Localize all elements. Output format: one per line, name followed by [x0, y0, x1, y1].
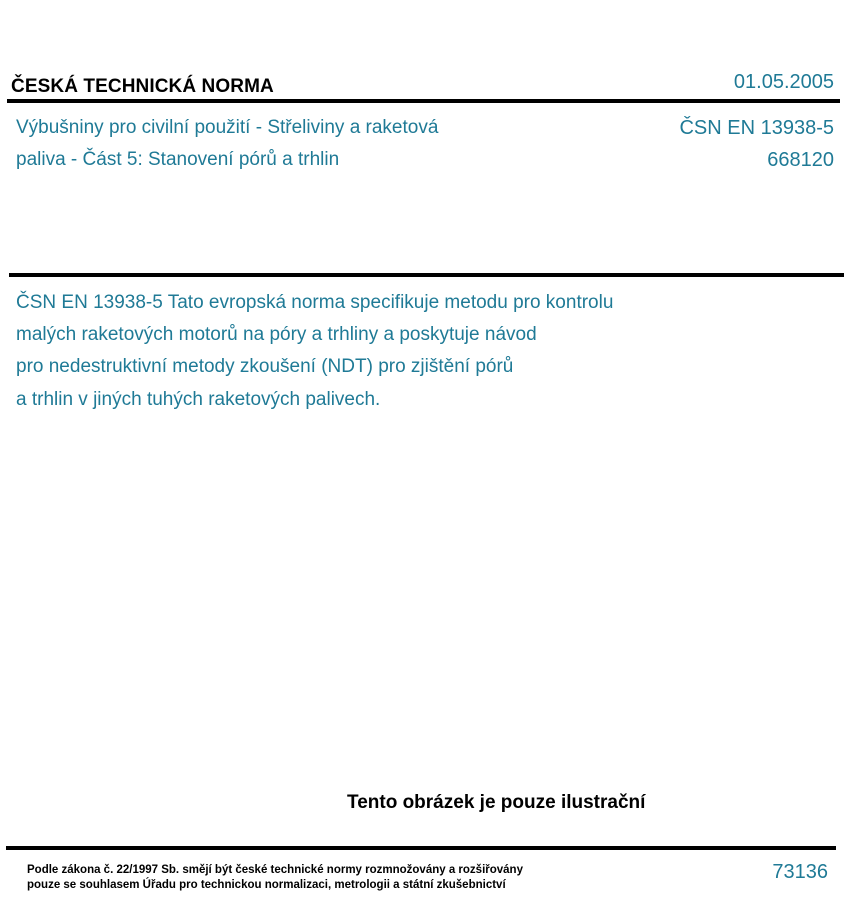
abstract-line-4: a trhlin v jiných tuhých raketových palivech.: [16, 389, 381, 410]
footer-rule: [6, 846, 836, 850]
norm-type-heading: ČESKÁ TECHNICKÁ NORMA: [11, 76, 274, 97]
legal-notice-line-2: pouze se souhlasem Úřadu pro technickou normalizaci, metrologii a státní zkušebnictví: [27, 879, 506, 891]
illustration-notice: Tento obrázek je pouze ilustrační: [347, 792, 646, 813]
publication-date: 01.05.2005: [733, 71, 834, 93]
class-number: 668120: [767, 149, 834, 171]
abstract-line-3: pro nedestruktivní metody zkoušení (NDT) pro zjištění pórů: [16, 356, 514, 377]
standard-title-line-2: paliva - Část 5: Stanovení pórů a trhlin: [16, 149, 340, 170]
standard-title-line-1: Výbušniny pro civilní použití - Střeliviny a raketová: [16, 117, 439, 138]
standard-designation: ČSN EN 13938-5: [679, 117, 834, 139]
abstract-line-1: ČSN EN 13938-5 Tato evropská norma specifikuje metodu pro kontrolu: [16, 292, 614, 313]
section-rule: [9, 273, 844, 277]
legal-notice-line-1: Podle zákona č. 22/1997 Sb. smějí být české technické normy rozmnožovány a rozšiřovány: [27, 864, 523, 876]
catalog-number: 73136: [772, 861, 828, 883]
header-rule: [7, 99, 840, 103]
abstract-line-2: malých raketových motorů na póry a trhliny a poskytuje návod: [16, 324, 537, 345]
